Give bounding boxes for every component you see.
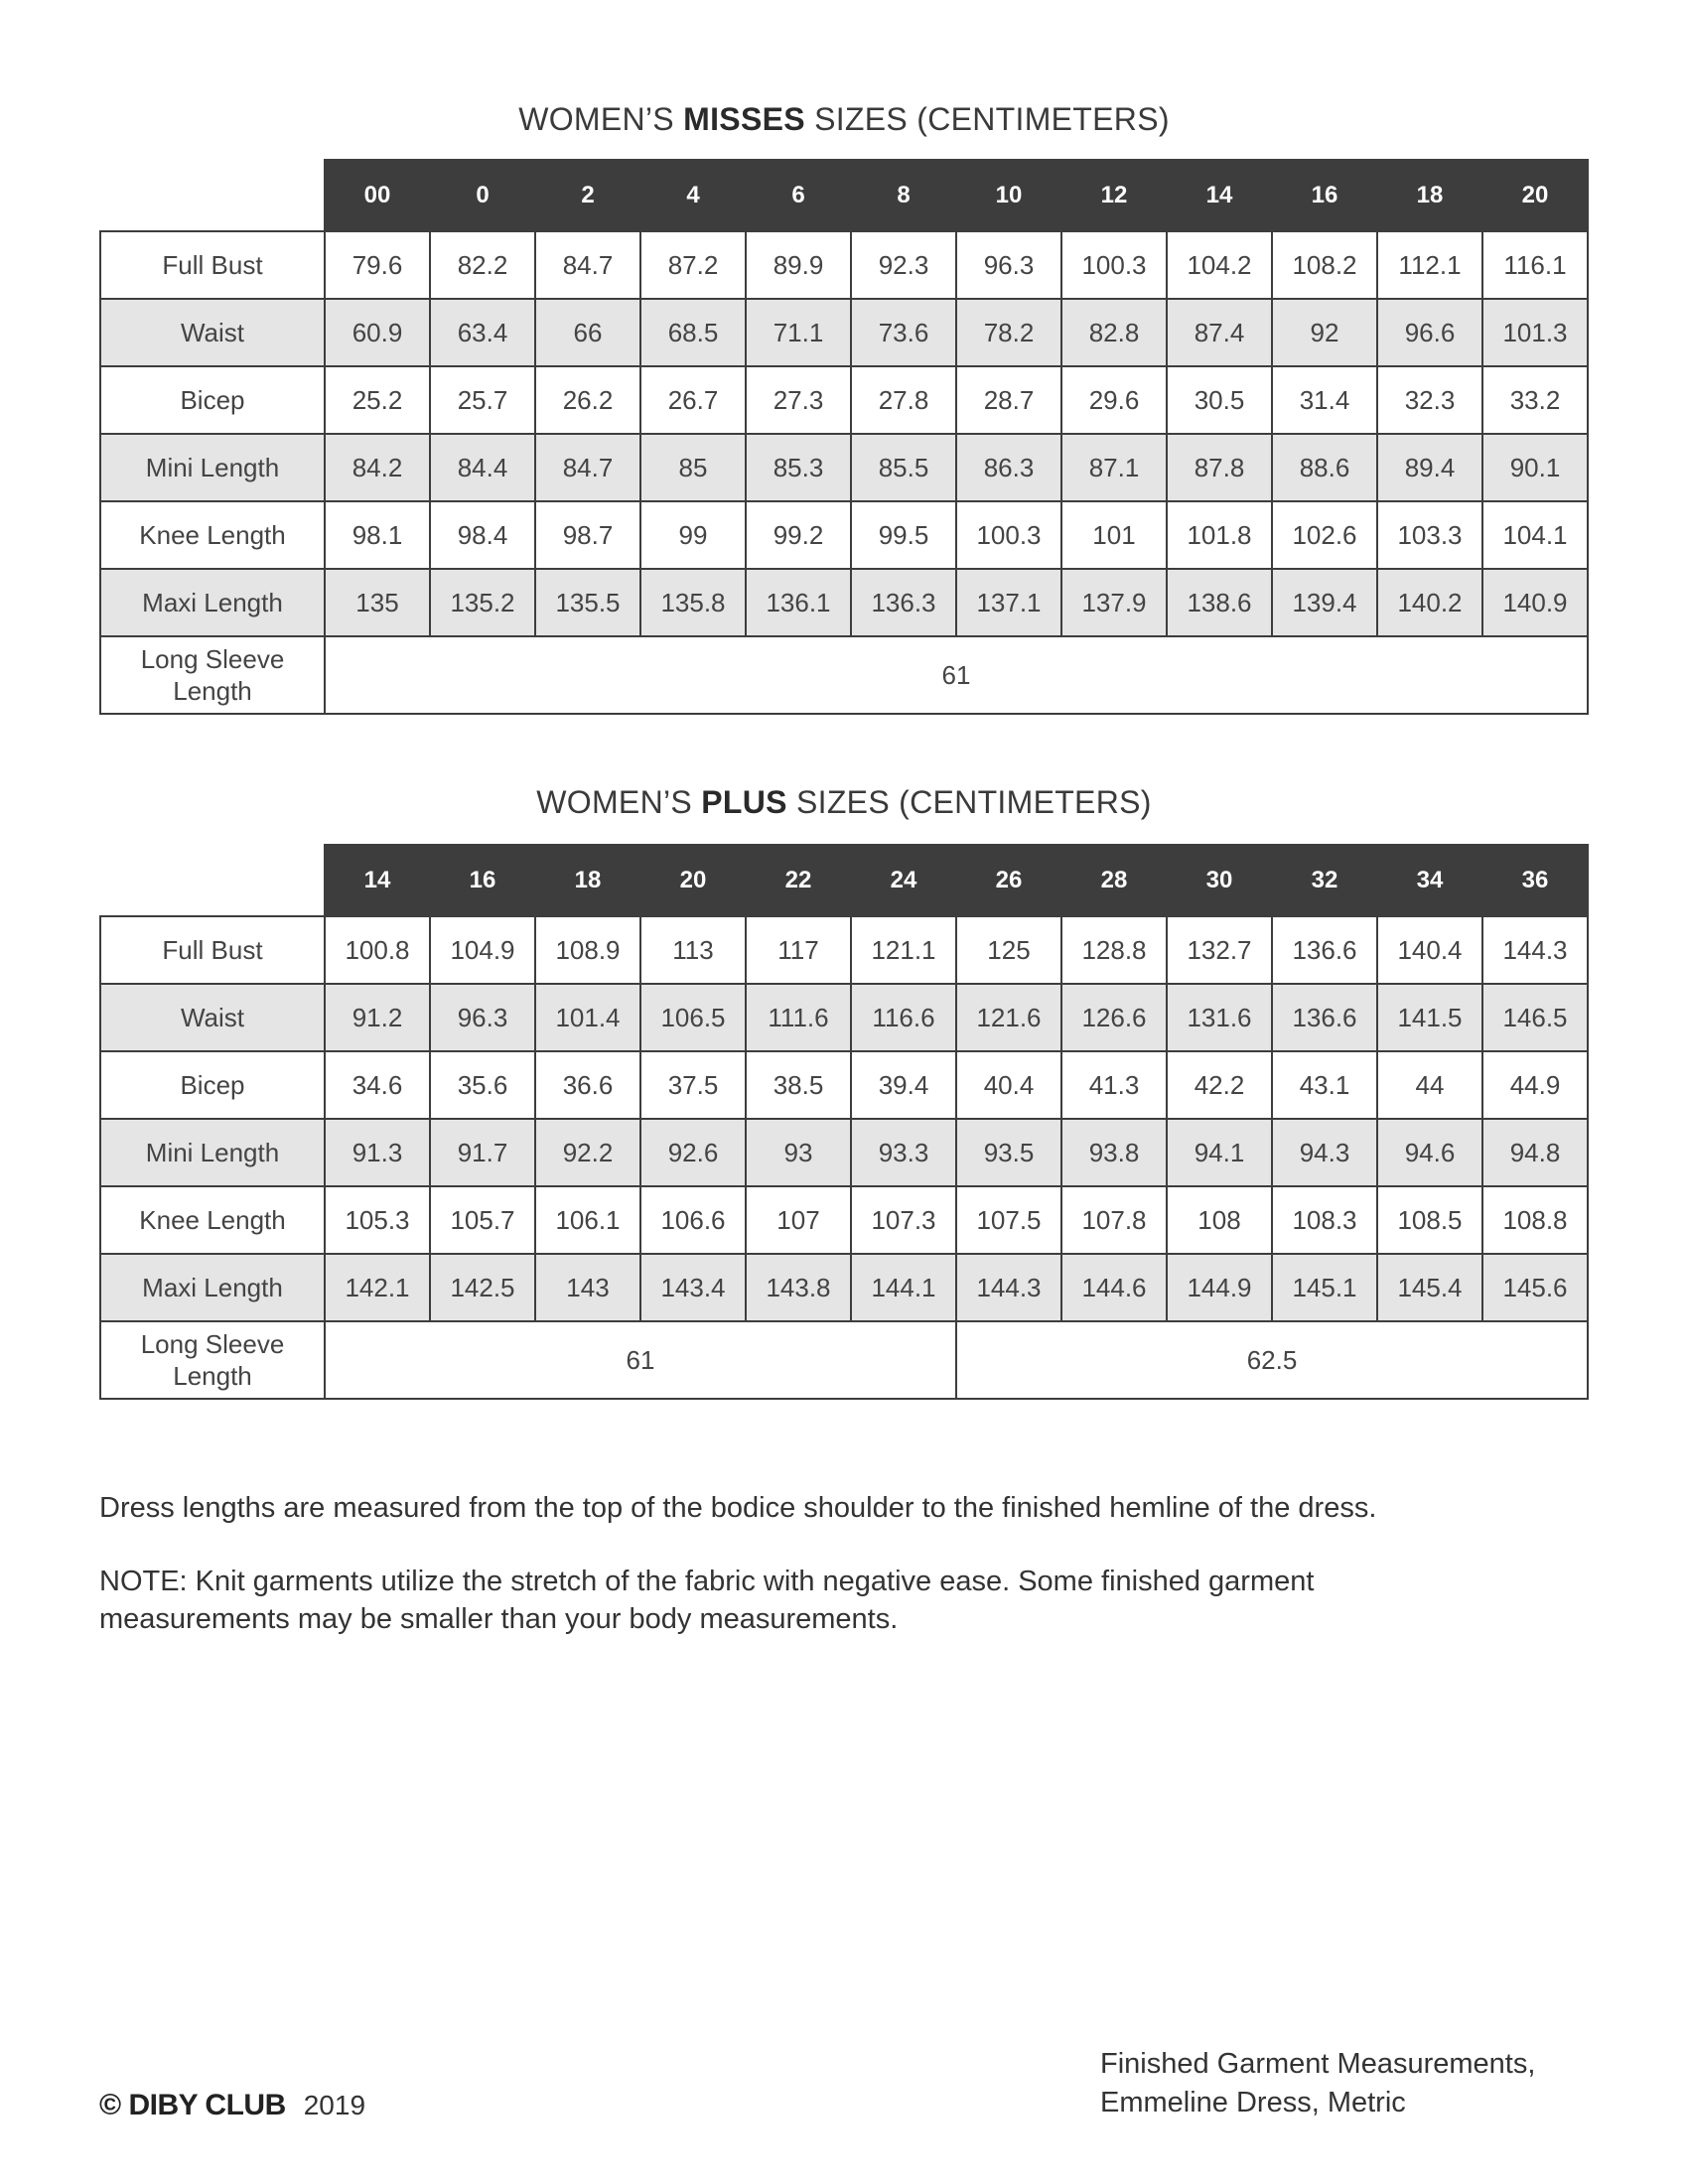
misses-title	[0, 101, 1688, 138]
table-cell: 40.4	[956, 1051, 1061, 1119]
plus-title-bold: PLUS	[701, 784, 787, 820]
table-cell: 101.8	[1167, 501, 1272, 569]
size-header: 26	[956, 845, 1061, 916]
misses-title-prefix: WOMEN’S	[518, 101, 674, 137]
table-cell: 132.7	[1167, 916, 1272, 984]
table-cell: 37.5	[640, 1051, 746, 1119]
row-label: Waist	[100, 299, 325, 366]
size-header: 30	[1167, 845, 1272, 916]
table-cell: 42.2	[1167, 1051, 1272, 1119]
table-cell: 143	[535, 1254, 640, 1321]
table-cell: 131.6	[1167, 984, 1272, 1051]
table-cell: 135.8	[640, 569, 746, 636]
size-header: 18	[1377, 160, 1482, 231]
table-cell: 104.2	[1167, 231, 1272, 299]
table-cell: 85	[640, 434, 746, 501]
table-cell: 85.3	[746, 434, 851, 501]
table-cell: 108.9	[535, 916, 640, 984]
table-cell: 43.1	[1272, 1051, 1377, 1119]
table-cell: 82.2	[430, 231, 535, 299]
table-cell: 100.3	[956, 501, 1061, 569]
table-cell: 108.8	[1482, 1186, 1588, 1254]
table-cell: 101	[1061, 501, 1167, 569]
table-cell: 68.5	[640, 299, 746, 366]
table-cell: 104.9	[430, 916, 535, 984]
long-sleeve-value: 62.5	[956, 1321, 1588, 1399]
table-cell: 145.4	[1377, 1254, 1482, 1321]
size-header: 10	[956, 160, 1061, 231]
size-header: 18	[535, 845, 640, 916]
table-cell: 107.3	[851, 1186, 956, 1254]
misses-title-suffix: SIZES (CENTIMETERS)	[814, 101, 1170, 137]
table-row	[100, 916, 1588, 984]
table-cell: 140.2	[1377, 569, 1482, 636]
table-cell: 35.6	[430, 1051, 535, 1119]
size-header: 16	[1272, 160, 1377, 231]
table-cell: 145.1	[1272, 1254, 1377, 1321]
table-cell: 145.6	[1482, 1254, 1588, 1321]
table-cell: 108.2	[1272, 231, 1377, 299]
size-header: 00	[325, 160, 430, 231]
size-header: 36	[1482, 845, 1588, 916]
table-cell: 88.6	[1272, 434, 1377, 501]
table-cell: 136.3	[851, 569, 956, 636]
table-row	[100, 1321, 1588, 1399]
table-cell: 34.6	[325, 1051, 430, 1119]
table-cell: 93.8	[1061, 1119, 1167, 1186]
table-cell: 89.9	[746, 231, 851, 299]
table-row	[100, 1254, 1588, 1321]
table-cell: 66	[535, 299, 640, 366]
footer-year: 2019	[303, 2090, 366, 2120]
table-cell: 108.3	[1272, 1186, 1377, 1254]
table-cell: 87.1	[1061, 434, 1167, 501]
table-cell: 84.2	[325, 434, 430, 501]
table-row	[100, 1186, 1588, 1254]
table-cell: 121.1	[851, 916, 956, 984]
table-cell: 106.6	[640, 1186, 746, 1254]
table-cell: 96.3	[430, 984, 535, 1051]
table-cell: 94.8	[1482, 1119, 1588, 1186]
row-label-line: Length	[173, 676, 252, 706]
table-cell: 26.7	[640, 366, 746, 434]
table-cell: 25.2	[325, 366, 430, 434]
table-cell: 31.4	[1272, 366, 1377, 434]
table-cell: 82.8	[1061, 299, 1167, 366]
table-cell: 92	[1272, 299, 1377, 366]
table-cell: 44	[1377, 1051, 1482, 1119]
header-blank-cell	[100, 845, 325, 916]
table-cell: 136.1	[746, 569, 851, 636]
size-header: 0	[430, 160, 535, 231]
size-header: 6	[746, 160, 851, 231]
table-cell: 106.5	[640, 984, 746, 1051]
table-row	[100, 434, 1588, 501]
table-cell: 93.5	[956, 1119, 1061, 1186]
table-cell: 29.6	[1061, 366, 1167, 434]
table-cell: 144.6	[1061, 1254, 1167, 1321]
table-cell: 73.6	[851, 299, 956, 366]
table-cell: 90.1	[1482, 434, 1588, 501]
row-label: Knee Length	[100, 1186, 325, 1254]
table-cell: 94.6	[1377, 1119, 1482, 1186]
table-cell: 146.5	[1482, 984, 1588, 1051]
plus-title	[0, 784, 1688, 821]
footer-copyright	[99, 2089, 365, 2122]
note-line: measurements may be smaller than your body measurements.	[99, 1603, 899, 1635]
table-cell: 92.6	[640, 1119, 746, 1186]
table-cell: 94.3	[1272, 1119, 1377, 1186]
table-cell: 27.8	[851, 366, 956, 434]
table-row	[100, 984, 1588, 1051]
table-cell: 104.1	[1482, 501, 1588, 569]
table-cell: 99	[640, 501, 746, 569]
doc-title-line: Emmeline Dress, Metric	[1100, 2087, 1406, 2118]
table-cell: 142.1	[325, 1254, 430, 1321]
row-label: Bicep	[100, 366, 325, 434]
table-cell: 136.6	[1272, 984, 1377, 1051]
table-cell: 140.4	[1377, 916, 1482, 984]
table-cell: 116.1	[1482, 231, 1588, 299]
table-row	[100, 299, 1588, 366]
row-label: Maxi Length	[100, 569, 325, 636]
table-cell: 79.6	[325, 231, 430, 299]
row-label: Maxi Length	[100, 1254, 325, 1321]
table-cell: 98.1	[325, 501, 430, 569]
size-header: 28	[1061, 845, 1167, 916]
table-cell: 103.3	[1377, 501, 1482, 569]
table-cell: 30.5	[1167, 366, 1272, 434]
brand-logo: © DIBY CLUB	[99, 2089, 286, 2121]
table-cell: 102.6	[1272, 501, 1377, 569]
table-cell: 38.5	[746, 1051, 851, 1119]
table-cell: 137.9	[1061, 569, 1167, 636]
row-label: Mini Length	[100, 1119, 325, 1186]
table-row	[100, 1119, 1588, 1186]
table-cell: 139.4	[1272, 569, 1377, 636]
table-cell: 137.1	[956, 569, 1061, 636]
plus-header-row	[100, 845, 1588, 916]
table-cell: 87.8	[1167, 434, 1272, 501]
long-sleeve-value: 61	[325, 636, 1588, 714]
row-label-line: Long Sleeve	[140, 1329, 285, 1359]
table-cell: 91.2	[325, 984, 430, 1051]
size-header: 12	[1061, 160, 1167, 231]
table-cell: 85.5	[851, 434, 956, 501]
misses-size-table	[99, 159, 1589, 715]
row-label: Full Bust	[100, 916, 325, 984]
footer-doc-title	[1100, 2045, 1535, 2122]
table-cell: 92.3	[851, 231, 956, 299]
table-cell: 41.3	[1061, 1051, 1167, 1119]
size-header: 32	[1272, 845, 1377, 916]
table-cell: 87.2	[640, 231, 746, 299]
table-cell: 93	[746, 1119, 851, 1186]
table-cell: 101.3	[1482, 299, 1588, 366]
table-cell: 107.8	[1061, 1186, 1167, 1254]
table-cell: 126.6	[1061, 984, 1167, 1051]
header-blank-cell	[100, 160, 325, 231]
table-cell: 112.1	[1377, 231, 1482, 299]
doc-title-line: Finished Garment Measurements,	[1100, 2048, 1536, 2080]
table-cell: 63.4	[430, 299, 535, 366]
plus-title-suffix: SIZES (CENTIMETERS)	[796, 784, 1152, 820]
table-cell: 113	[640, 916, 746, 984]
table-cell: 143.4	[640, 1254, 746, 1321]
table-cell: 116.6	[851, 984, 956, 1051]
table-row	[100, 1051, 1588, 1119]
table-cell: 144.1	[851, 1254, 956, 1321]
table-cell: 135.5	[535, 569, 640, 636]
table-cell: 44.9	[1482, 1051, 1588, 1119]
table-cell: 141.5	[1377, 984, 1482, 1051]
table-cell: 140.9	[1482, 569, 1588, 636]
size-header: 4	[640, 160, 746, 231]
table-row	[100, 501, 1588, 569]
table-cell: 107.5	[956, 1186, 1061, 1254]
table-cell: 121.6	[956, 984, 1061, 1051]
size-header: 22	[746, 845, 851, 916]
row-label: Bicep	[100, 1051, 325, 1119]
table-cell: 28.7	[956, 366, 1061, 434]
table-cell: 100.3	[1061, 231, 1167, 299]
size-header: 24	[851, 845, 956, 916]
row-label-long-sleeve	[100, 636, 325, 714]
table-cell: 71.1	[746, 299, 851, 366]
table-cell: 144.9	[1167, 1254, 1272, 1321]
row-label-long-sleeve	[100, 1321, 325, 1399]
table-cell: 144.3	[1482, 916, 1588, 984]
table-cell: 99.2	[746, 501, 851, 569]
table-cell: 26.2	[535, 366, 640, 434]
table-cell: 84.7	[535, 434, 640, 501]
table-cell: 135	[325, 569, 430, 636]
size-header: 2	[535, 160, 640, 231]
table-cell: 32.3	[1377, 366, 1482, 434]
table-cell: 84.7	[535, 231, 640, 299]
table-cell: 25.7	[430, 366, 535, 434]
note-line: NOTE: Knit garments utilize the stretch of the fabric with negative ease. Some finished garment	[99, 1566, 1315, 1597]
table-cell: 100.8	[325, 916, 430, 984]
table-cell: 78.2	[956, 299, 1061, 366]
table-cell: 93.3	[851, 1119, 956, 1186]
size-header: 34	[1377, 845, 1482, 916]
table-row	[100, 636, 1588, 714]
size-header: 14	[325, 845, 430, 916]
table-cell: 84.4	[430, 434, 535, 501]
table-cell: 117	[746, 916, 851, 984]
table-cell: 92.2	[535, 1119, 640, 1186]
note-knit-garments	[99, 1563, 1589, 1638]
row-label: Waist	[100, 984, 325, 1051]
long-sleeve-value: 61	[325, 1321, 956, 1399]
table-row	[100, 366, 1588, 434]
table-cell: 87.4	[1167, 299, 1272, 366]
table-cell: 107	[746, 1186, 851, 1254]
size-header: 8	[851, 160, 956, 231]
table-cell: 96.3	[956, 231, 1061, 299]
size-header: 20	[1482, 160, 1588, 231]
table-cell: 108	[1167, 1186, 1272, 1254]
table-cell: 136.6	[1272, 916, 1377, 984]
table-cell: 106.1	[535, 1186, 640, 1254]
row-label: Full Bust	[100, 231, 325, 299]
table-cell: 98.4	[430, 501, 535, 569]
table-cell: 138.6	[1167, 569, 1272, 636]
row-label: Mini Length	[100, 434, 325, 501]
table-cell: 89.4	[1377, 434, 1482, 501]
row-label: Knee Length	[100, 501, 325, 569]
row-label-line: Length	[173, 1361, 252, 1391]
misses-title-bold: MISSES	[683, 101, 805, 137]
row-label-line: Long Sleeve	[140, 644, 285, 674]
table-cell: 142.5	[430, 1254, 535, 1321]
table-cell: 105.7	[430, 1186, 535, 1254]
table-cell: 135.2	[430, 569, 535, 636]
table-cell: 33.2	[1482, 366, 1588, 434]
table-cell: 94.1	[1167, 1119, 1272, 1186]
size-header: 14	[1167, 160, 1272, 231]
table-cell: 105.3	[325, 1186, 430, 1254]
table-cell: 27.3	[746, 366, 851, 434]
table-cell: 108.5	[1377, 1186, 1482, 1254]
table-row	[100, 569, 1588, 636]
table-cell: 99.5	[851, 501, 956, 569]
size-header: 20	[640, 845, 746, 916]
table-cell: 96.6	[1377, 299, 1482, 366]
table-cell: 111.6	[746, 984, 851, 1051]
table-cell: 36.6	[535, 1051, 640, 1119]
plus-size-table	[99, 844, 1589, 1400]
table-cell: 91.3	[325, 1119, 430, 1186]
size-header: 16	[430, 845, 535, 916]
table-cell: 91.7	[430, 1119, 535, 1186]
table-cell: 98.7	[535, 501, 640, 569]
table-cell: 143.8	[746, 1254, 851, 1321]
table-cell: 125	[956, 916, 1061, 984]
table-cell: 60.9	[325, 299, 430, 366]
table-cell: 39.4	[851, 1051, 956, 1119]
misses-header-row	[100, 160, 1588, 231]
table-cell: 101.4	[535, 984, 640, 1051]
table-cell: 128.8	[1061, 916, 1167, 984]
table-row	[100, 231, 1588, 299]
table-cell: 86.3	[956, 434, 1061, 501]
plus-title-prefix: WOMEN’S	[536, 784, 693, 820]
note-dress-lengths: Dress lengths are measured from the top of the bodice shoulder to the finished hemline of the dress.	[99, 1492, 1377, 1524]
table-cell: 144.3	[956, 1254, 1061, 1321]
